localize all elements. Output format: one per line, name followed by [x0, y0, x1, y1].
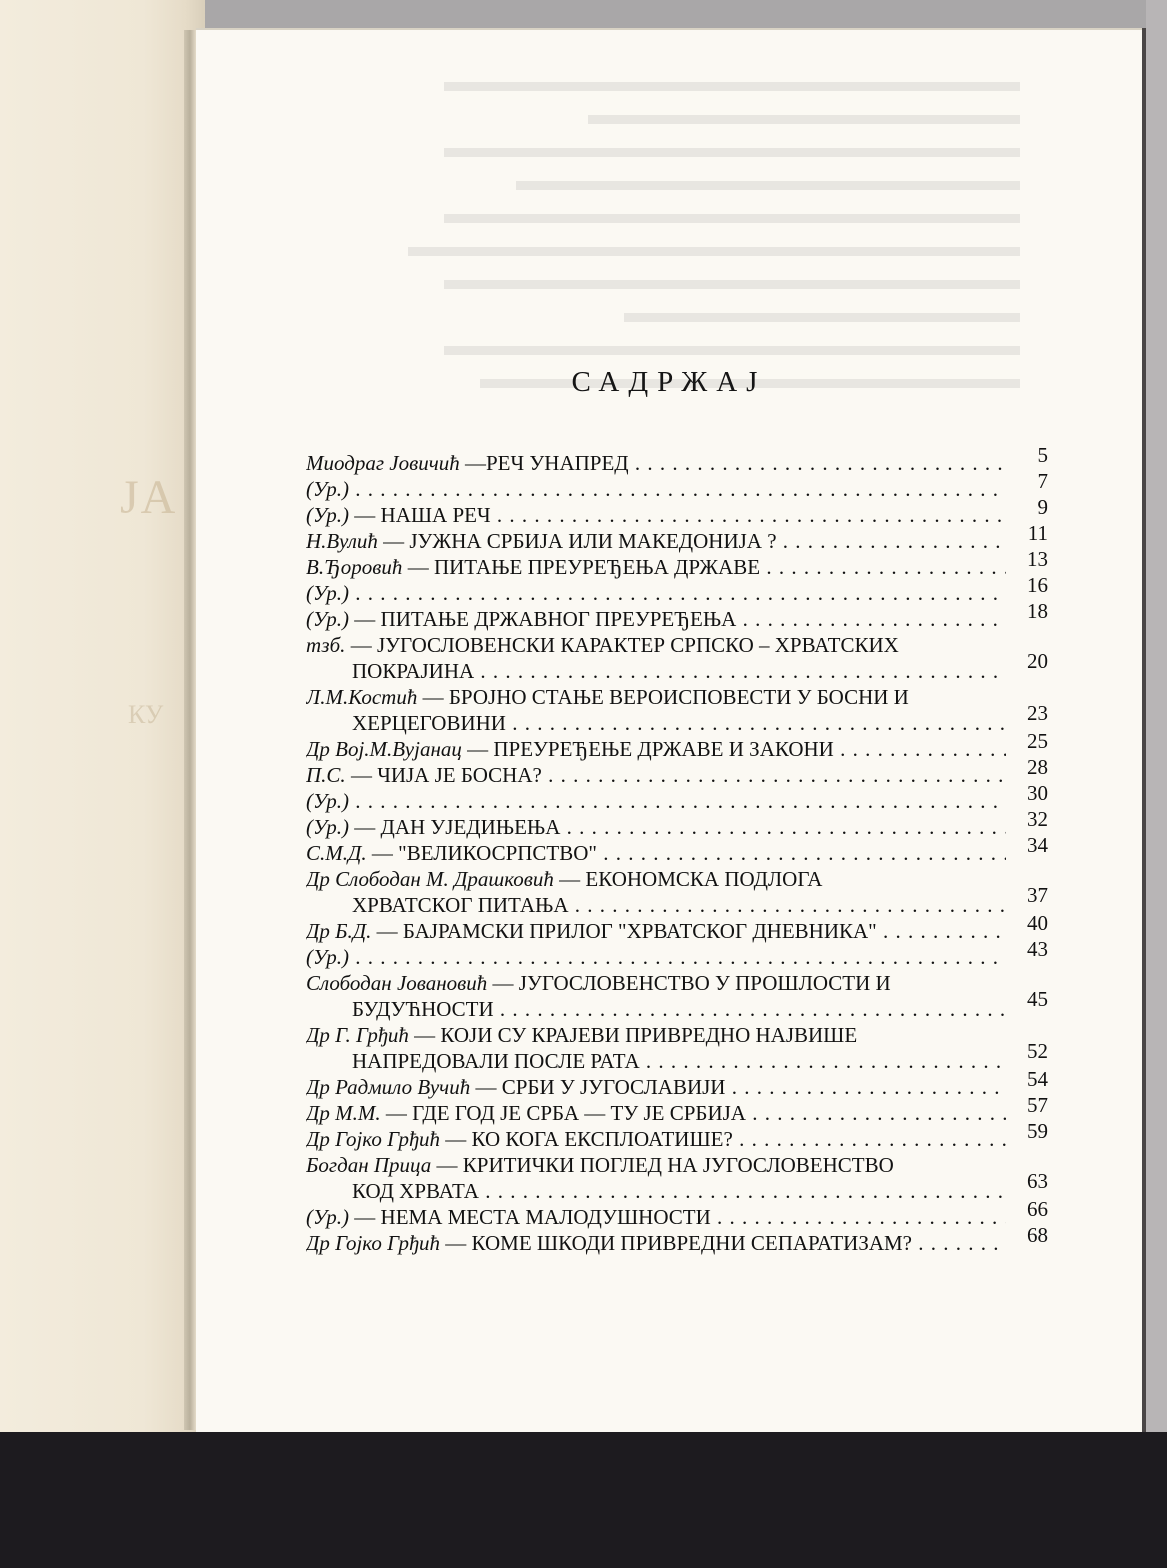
toc-separator: — — [440, 1127, 472, 1151]
toc-author: С.М.Д. — [306, 841, 367, 865]
toc-separator: — — [345, 763, 378, 787]
toc-author: Миодраг Јовичић — [306, 451, 460, 475]
toc-author: Др Г. Грђић — [306, 1023, 409, 1047]
toc-entry — [306, 970, 1048, 1022]
toc-separator: — — [349, 815, 381, 839]
left-page-bleed-text-2: КУ — [128, 700, 164, 729]
toc-title: ПИТАЊЕ ДРЖАВНОГ ПРЕУРЕЂЕЊА — [380, 607, 737, 631]
toc-page-number: 40 — [1027, 911, 1048, 935]
toc-entry — [306, 911, 1048, 944]
left-page — [0, 0, 205, 1432]
toc-page-number: 23 — [1027, 701, 1048, 725]
toc-separator: — — [487, 971, 519, 995]
toc-title-continued: КОД ХРВАТА — [352, 1179, 479, 1203]
toc-page-number: 18 — [1027, 599, 1048, 623]
toc-author: Др Слободан М. Драшковић — [306, 867, 554, 891]
toc-separator: — — [349, 503, 381, 527]
toc-author: Др Радмило Вучић — [306, 1075, 471, 1099]
toc-entry — [306, 443, 1048, 476]
toc-title: ЧИЈА ЈЕ БОСНА? — [377, 763, 542, 787]
toc-title: РЕЧ УНАПРЕД — [486, 451, 629, 475]
toc-page-number: 37 — [1027, 883, 1048, 907]
toc-separator: — — [349, 1205, 381, 1229]
toc-author: Др Вој.М.Вујанац — [306, 737, 462, 761]
toc-author: П.С. — [306, 763, 346, 787]
toc-title: НЕМА МЕСТА МАЛОДУШНОСТИ — [380, 1205, 711, 1229]
toc-page-number: 34 — [1027, 833, 1048, 857]
toc-entry — [306, 755, 1048, 788]
toc-author: (Ур.) — [306, 581, 350, 605]
toc-title-continued: НАПРЕДОВАЛИ ПОСЛЕ РАТА — [352, 1049, 640, 1073]
toc-separator: — — [470, 1075, 502, 1099]
toc-page-number: 5 — [1037, 443, 1048, 467]
toc-entry — [306, 937, 1048, 970]
toc-separator: — — [345, 633, 377, 657]
toc-title: КОМЕ ШКОДИ ПРИВРЕДНИ СЕПАРАТИЗАМ? — [471, 1231, 913, 1255]
toc-title: КО КОГА ЕКСПЛОАТИШЕ? — [471, 1127, 733, 1151]
toc-page-number: 11 — [1027, 521, 1048, 545]
toc-title: ЕКОНОМСКА ПОДЛОГА — [585, 867, 823, 891]
toc-author: Л.М.Костић — [306, 685, 418, 709]
toc-separator: — — [366, 841, 399, 865]
toc-separator: — — [402, 555, 434, 579]
toc-entry — [306, 573, 1048, 606]
toc-separator: — — [408, 1023, 441, 1047]
toc-page-number: 30 — [1027, 781, 1048, 805]
toc-page-number: 66 — [1027, 1197, 1048, 1221]
toc-page-number: 68 — [1027, 1223, 1048, 1247]
toc-page-number: 43 — [1027, 937, 1048, 961]
toc-page-number: 25 — [1027, 729, 1048, 753]
toc-separator: — — [371, 919, 403, 943]
toc-page-number: 28 — [1027, 755, 1048, 779]
toc-page-number: 63 — [1027, 1169, 1048, 1193]
toc-title: ЈУЖНА СРБИЈА ИЛИ МАКЕДОНИЈА ? — [409, 529, 777, 553]
table-of-contents — [306, 443, 1048, 1256]
toc-entry — [306, 1093, 1048, 1126]
toc-title-continued: ХЕРЦЕГОВИНИ — [352, 711, 506, 735]
toc-title: ЈУГОСЛОВЕНСТВО У ПРОШЛОСТИ И — [518, 971, 891, 995]
toc-title: НАША РЕЧ — [380, 503, 491, 527]
toc-separator: — — [431, 1153, 463, 1177]
toc-page-number: 7 — [1037, 469, 1048, 493]
toc-author: Др Б.Д. — [306, 919, 372, 943]
toc-title: ПИТАЊЕ ПРЕУРЕЂЕЊА ДРЖАВЕ — [433, 555, 761, 579]
toc-author: (Ур.) — [306, 607, 350, 631]
toc-title: СРБИ У ЈУГОСЛАВИЈИ — [501, 1075, 726, 1099]
toc-entry — [306, 521, 1048, 554]
toc-author: (Ур.) — [306, 503, 350, 527]
toc-title-continued: БУДУЋНОСТИ — [352, 997, 494, 1021]
scan-background — [1146, 0, 1167, 1432]
toc-entry — [306, 729, 1048, 762]
toc-page-number: 32 — [1027, 807, 1048, 831]
toc-title: БРОЈНО СТАЊЕ ВЕРОИСПОВЕСТИ У БОСНИ И — [448, 685, 909, 709]
toc-page-number: 20 — [1027, 649, 1048, 673]
toc-separator: — — [459, 451, 486, 475]
toc-title: ЈУГОСЛОВЕНСКИ КАРАКТЕР СРПСКО – ХРВАТСКИХ — [376, 633, 899, 657]
toc-author: Богдан Прица — [306, 1153, 432, 1177]
toc-title: ГДЕ ГОД ЈЕ СРБА — ТУ ЈЕ СРБИЈА — [412, 1101, 746, 1125]
toc-entry — [306, 781, 1048, 814]
toc-title-continued: ПОКРАЈИНА — [352, 659, 475, 683]
book-spine — [184, 30, 196, 1430]
toc-page-number: 54 — [1027, 1067, 1048, 1091]
toc-author: (Ур.) — [306, 815, 350, 839]
toc-page-number: 16 — [1027, 573, 1048, 597]
toc-page-number: 59 — [1027, 1119, 1048, 1143]
toc-page-number: 45 — [1027, 987, 1048, 1011]
toc-entry — [306, 495, 1048, 528]
toc-author: (Ур.) — [306, 477, 350, 501]
toc-separator: — — [461, 737, 494, 761]
toc-separator: — — [349, 607, 381, 631]
toc-page-number: 9 — [1037, 495, 1048, 519]
toc-author: Др М.М. — [306, 1101, 381, 1125]
toc-author: Слободан Јовановић — [306, 971, 488, 995]
toc-separator: — — [553, 867, 586, 891]
toc-title: "ВЕЛИКОСРПСТВО" — [398, 841, 597, 865]
toc-author: (Ур.) — [306, 1205, 350, 1229]
toc-author: В.Ђоровић — [306, 555, 403, 579]
toc-page-number: 13 — [1027, 547, 1048, 571]
toc-entry — [306, 807, 1048, 840]
toc-author: Др Гојко Грђић — [306, 1127, 440, 1151]
toc-entry — [306, 833, 1048, 866]
page-title: САДРЖАЈ — [571, 366, 767, 398]
toc-entry — [306, 866, 1048, 918]
toc-separator: — — [440, 1231, 472, 1255]
toc-entry — [306, 547, 1048, 580]
toc-entry — [306, 469, 1048, 502]
toc-title: БАЈРАМСКИ ПРИЛОГ "ХРВАТСКОГ ДНЕВНИКА" — [402, 919, 877, 943]
toc-author: Н.Вулић — [306, 529, 378, 553]
toc-entry — [306, 684, 1048, 736]
toc-entry — [306, 599, 1048, 632]
toc-title: КРИТИЧКИ ПОГЛЕД НА ЈУГОСЛОВЕНСТВО — [462, 1153, 894, 1177]
toc-author: (Ур.) — [306, 789, 350, 813]
toc-page-number: 57 — [1027, 1093, 1048, 1117]
toc-entry — [306, 1152, 1048, 1204]
toc-entry — [306, 1223, 1048, 1256]
left-page-bleed-text: JA — [120, 471, 178, 524]
toc-separator: — — [380, 1101, 413, 1125]
toc-separator: — — [417, 685, 449, 709]
scan-bottom-edge — [0, 1432, 1167, 1568]
toc-separator: — — [377, 529, 410, 553]
toc-title: ДАН УЈЕДИЊЕЊА — [380, 815, 561, 839]
toc-entry — [306, 632, 1048, 684]
toc-entry — [306, 1119, 1048, 1152]
toc-entry — [306, 1067, 1048, 1100]
toc-author: Др Гојко Грђић — [306, 1231, 440, 1255]
toc-title-continued: ХРВАТСКОГ ПИТАЊА — [352, 893, 569, 917]
toc-author: (Ур.) — [306, 945, 350, 969]
toc-entry — [306, 1022, 1048, 1074]
toc-author: тзб. — [306, 633, 346, 657]
toc-title: ПРЕУРЕЂЕЊЕ ДРЖАВЕ И ЗАКОНИ — [493, 737, 834, 761]
toc-title: КОЈИ СУ КРАЈЕВИ ПРИВРЕДНО НАЈВИШЕ — [440, 1023, 858, 1047]
toc-page-number: 52 — [1027, 1039, 1048, 1063]
toc-entry — [306, 1197, 1048, 1230]
